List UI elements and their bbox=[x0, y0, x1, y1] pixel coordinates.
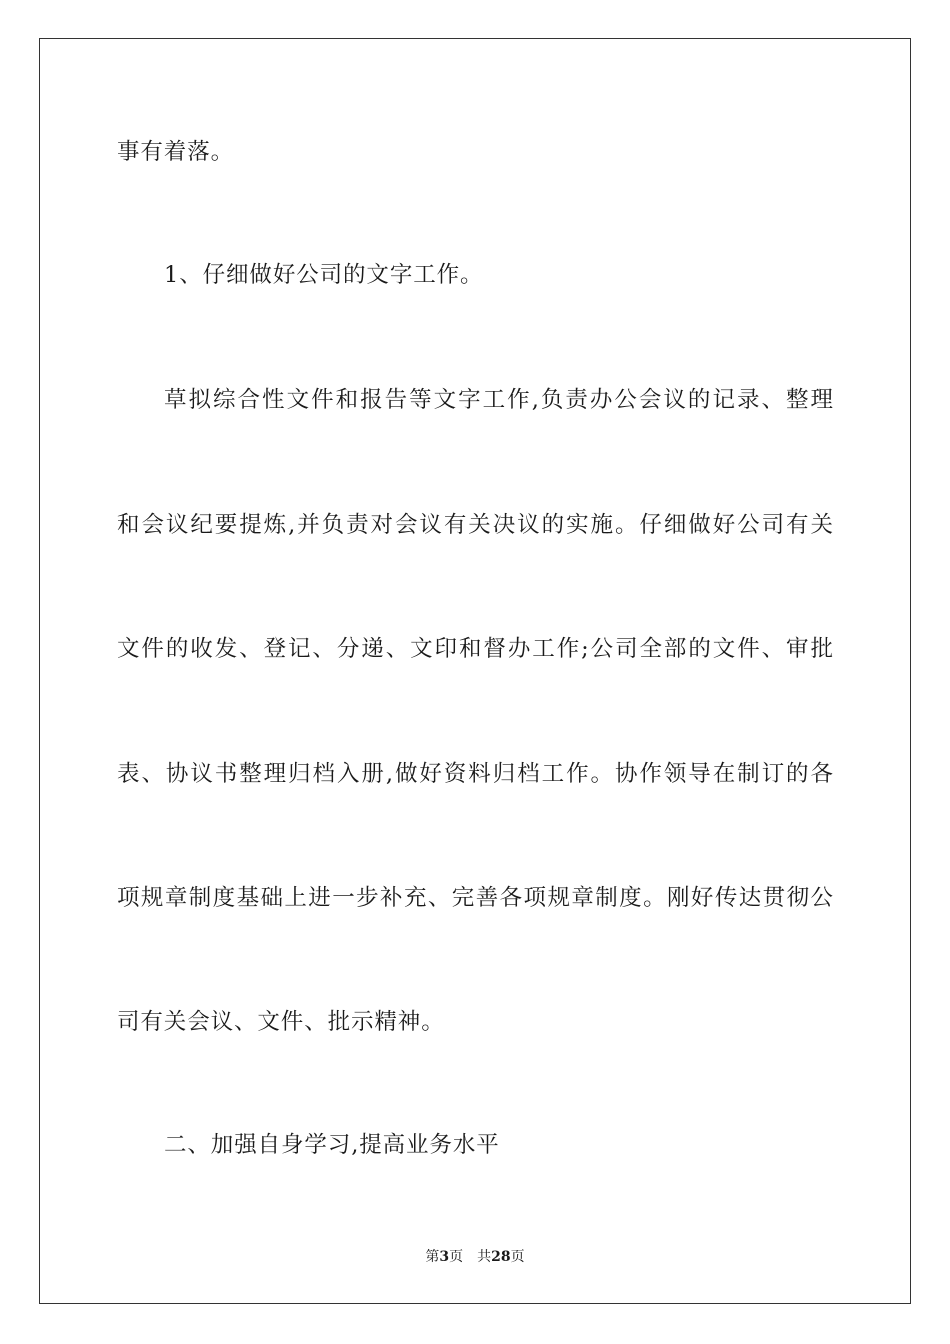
footer-page-suffix: 页 bbox=[449, 1249, 464, 1265]
page-footer bbox=[0, 1247, 950, 1267]
text-line-1: 事有着落。 bbox=[117, 139, 235, 165]
footer-page-number: 3 bbox=[439, 1249, 450, 1265]
section-heading-1: 1、仔细做好公司的文字工作。 bbox=[164, 262, 484, 288]
paragraph-line-2: 和会议纪要提炼,并负责对会议有关决议的实施。仔细做好公司有关 bbox=[117, 512, 833, 538]
footer-total-prefix: 共 bbox=[477, 1249, 492, 1265]
paragraph-line-3: 文件的收发、登记、分递、文印和督办工作;公司全部的文件、审批 bbox=[117, 636, 833, 662]
section-heading-2: 二、加强自身学习,提高业务水平 bbox=[164, 1132, 500, 1158]
page-frame bbox=[39, 38, 911, 1304]
paragraph-line-5: 项规章制度基础上进一步补充、完善各项规章制度。刚好传达贯彻公 bbox=[117, 885, 833, 911]
paragraph-line-6: 司有关会议、文件、批示精神。 bbox=[117, 1009, 445, 1035]
paragraph-line-1: 草拟综合性文件和报告等文字工作,负责办公会议的记录、整理 bbox=[164, 387, 833, 413]
footer-page-prefix: 第 bbox=[425, 1249, 440, 1265]
footer-total-pages: 28 bbox=[491, 1249, 511, 1265]
paragraph-line-4: 表、协议书整理归档入册,做好资料归档工作。协作领导在制订的各 bbox=[117, 761, 833, 787]
footer-total-suffix: 页 bbox=[510, 1249, 525, 1265]
